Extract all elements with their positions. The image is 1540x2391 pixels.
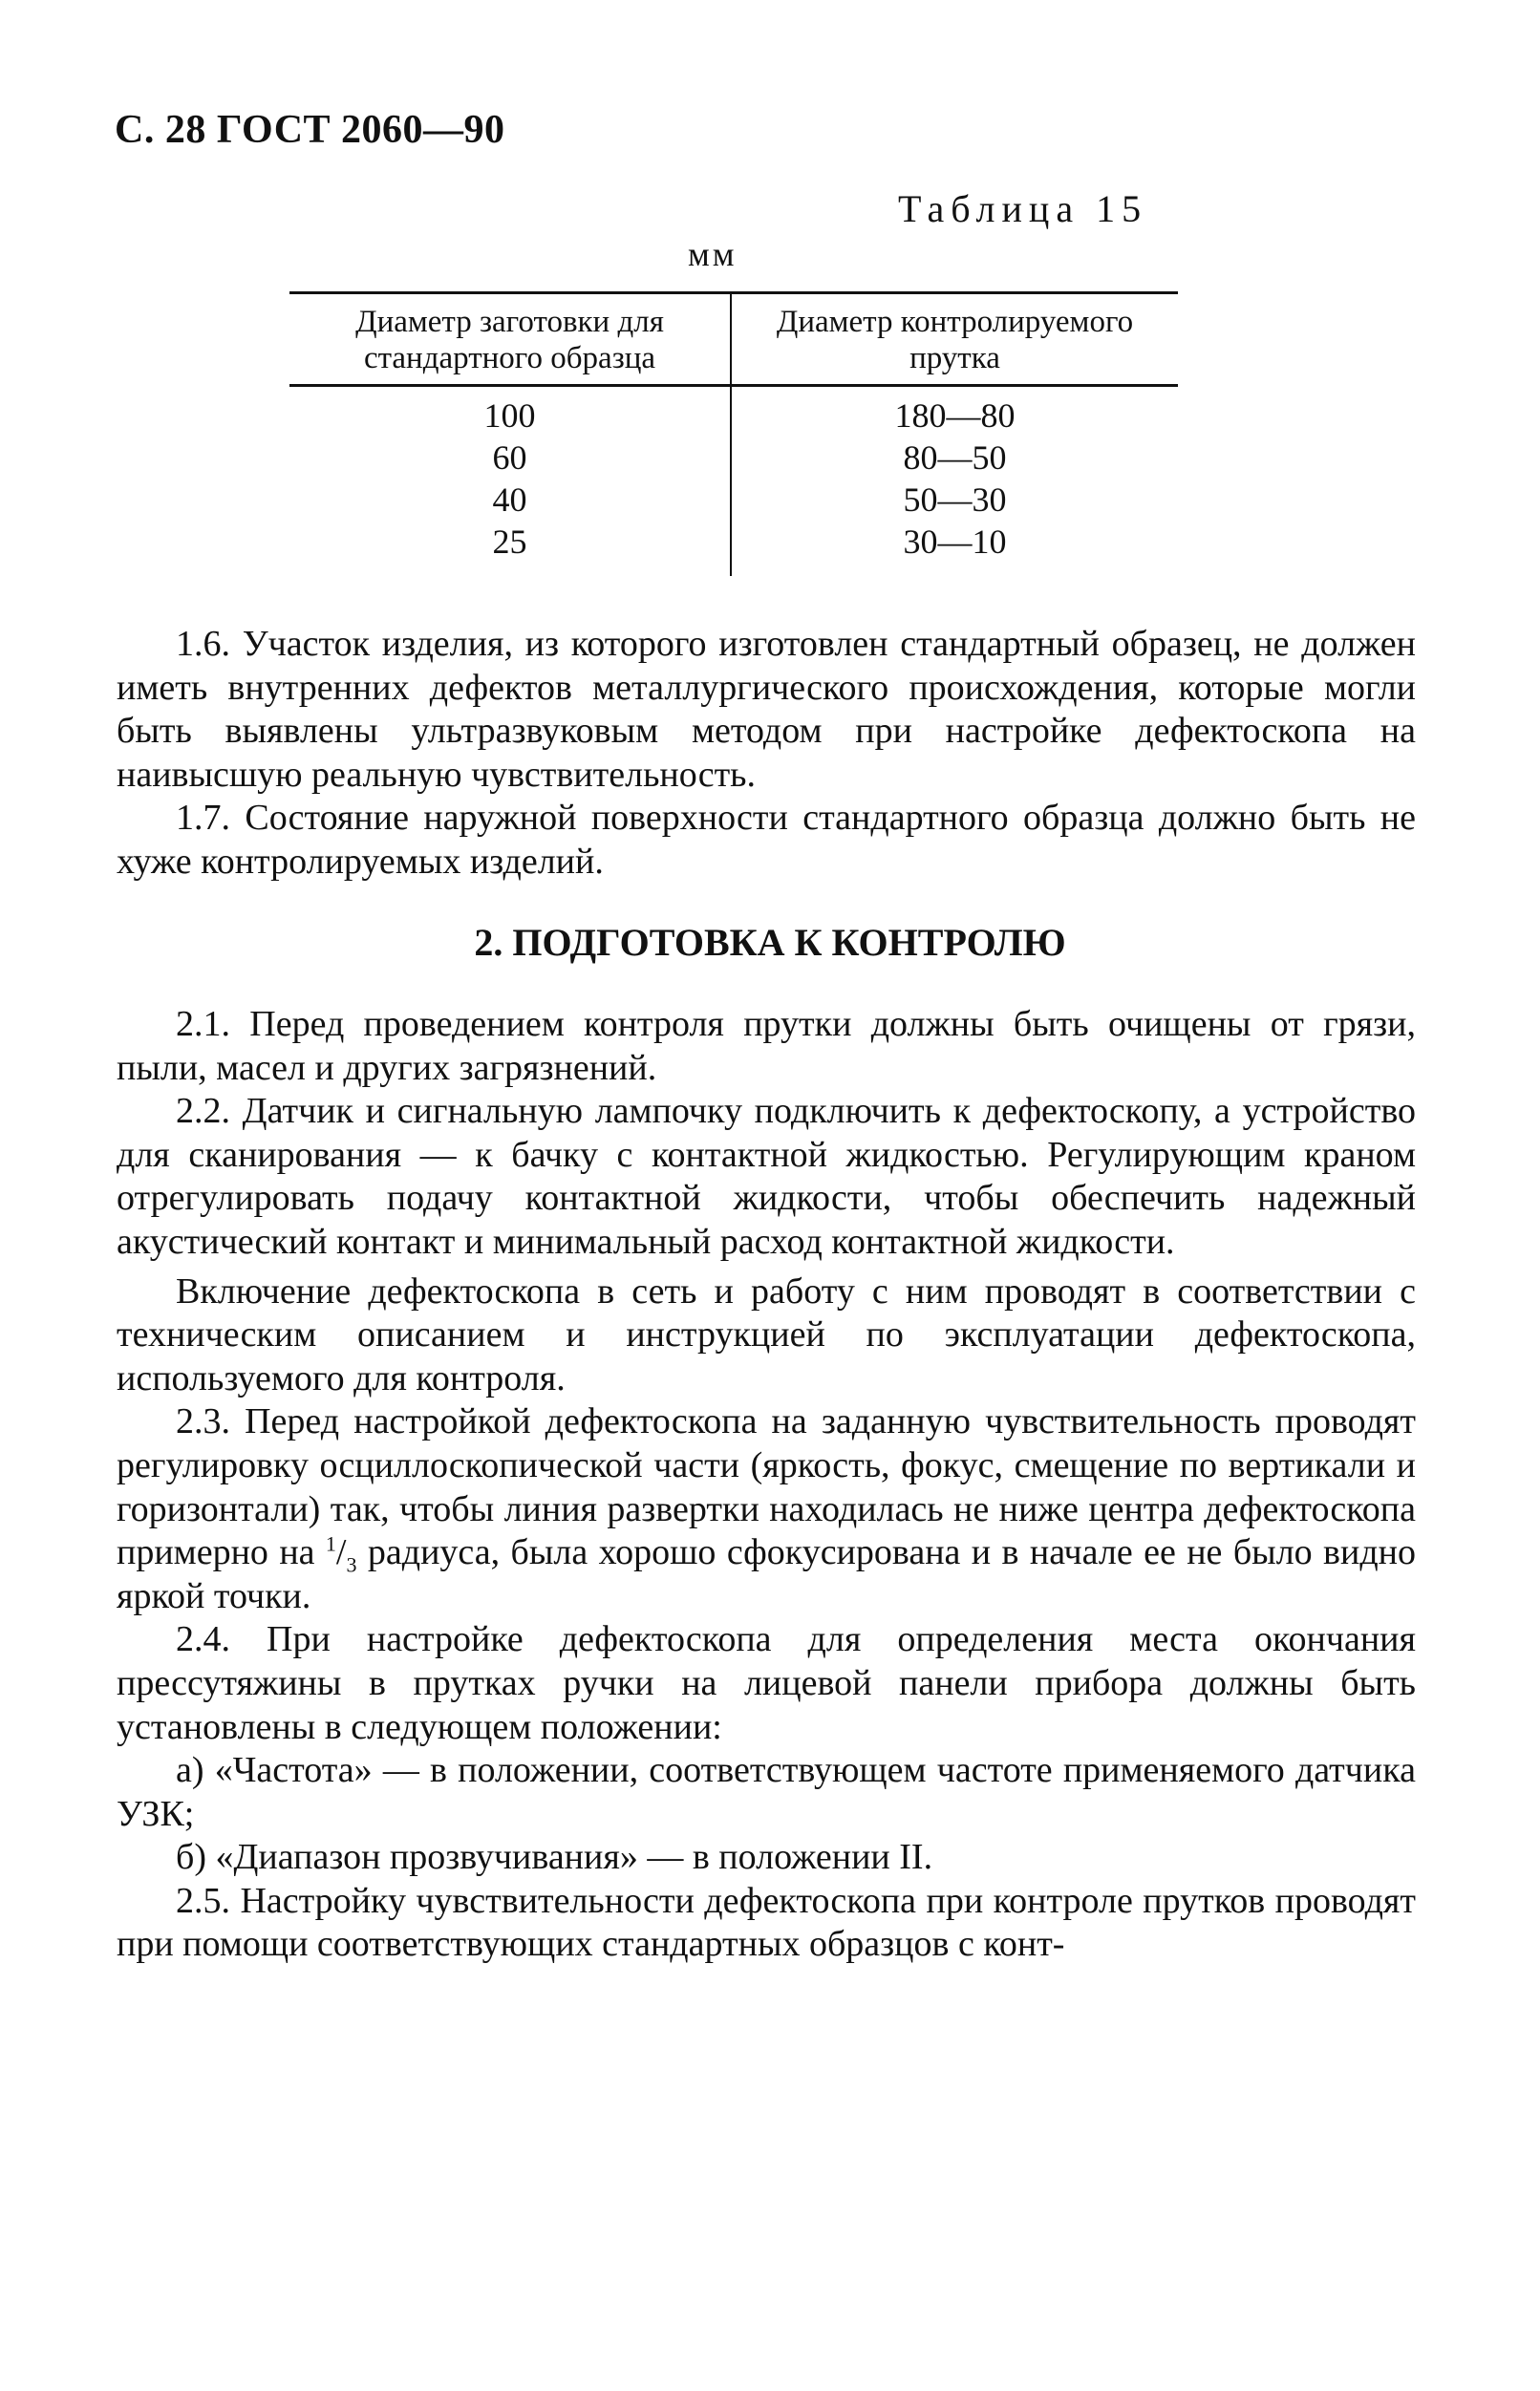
table-cell: 180—80 bbox=[894, 396, 1016, 435]
page-header: С. 28 ГОСТ 2060—90 bbox=[115, 108, 505, 152]
clauses-1-6-1-7 bbox=[117, 623, 1416, 885]
table-cell: 25 bbox=[289, 521, 731, 576]
table-caption: Таблица 15 bbox=[898, 187, 1148, 230]
clause-2-5: 2.5. Настройку чувствительности дефектоскопа при контроле прутков проводят при помощи соответствующих стандартных образцов с конт- bbox=[117, 1880, 1416, 1965]
clause-1-7: 1.7. Состояние наружной поверхности стандартного образца должно быть не хуже контролируемых изделий. bbox=[117, 798, 1416, 882]
clause-2-3-text-start: 2.3. Перед настройкой дефектоскопа на заданную чувствительность проводят регулировку осциллоскопической части (яркость, фокус, смещение по вертикали и горизонтали) так, чтобы линия развертки находилась не ниже центра дефектоскопа примерно на bbox=[117, 1401, 1416, 1573]
clause-2-4-item-a: а) «Частота» — в положении, соответствующем частоте применяемого датчика УЗК; bbox=[117, 1750, 1416, 1834]
table-cell: 60 bbox=[289, 437, 731, 479]
column-header-rod-diameter: Диаметр контролируемого прутка bbox=[731, 293, 1178, 386]
clause-2-1: 2.1. Перед проведением контроля прутки должны быть очищены от грязи, пыли, масел и других загрязнений. bbox=[117, 1004, 1416, 1088]
section-2-body bbox=[117, 1003, 1416, 1967]
clause-2-3: 2.3. Перед настройкой дефектоскопа на заданную чувствительность проводят регулировку осциллоскопической части (яркость, фокус, смещение по вертикали и горизонтали) так, чтобы линия развертки находилась не ниже центра дефектоскопа примерно на $^1/_3$ радиуса, была хорошо сфокусирована и в начале ее не было видно яркой точки. bbox=[117, 1401, 1416, 1616]
table-row bbox=[289, 437, 1178, 479]
clause-2-2: 2.2. Датчик и сигнальную лампочку подключить к дефектоскопу, а устройство для сканирования — к бачку с контактной жидкостью. Регулирующим краном отрегулировать подачу контактной жидкости, чтобы обеспечить надежный акустический контакт и минимальный расход контактной жидкости. bbox=[117, 1091, 1416, 1262]
table-cell: 80—50 bbox=[903, 438, 1007, 477]
clause-2-4: 2.4. При настройке дефектоскопа для определения места окончания прессутяжины в прутках ручки на лицевой панели прибора должны быть установлены в следующем положении: bbox=[117, 1619, 1416, 1747]
table-units: мм bbox=[688, 235, 738, 273]
clause-2-4-item-b: б) «Диапазон прозвучивания» — в положении II. bbox=[176, 1837, 933, 1878]
data-table bbox=[289, 291, 1178, 576]
table-cell: 40 bbox=[289, 479, 731, 521]
column-header-blank-diameter: Диаметр заготовки для стандартного образца bbox=[289, 293, 731, 386]
paragraph-device-operation: Включение дефектоскопа в сеть и работу с ним проводят в соответствии с техническим описанием и инструкцией по эксплуатации дефектоскопа, используемого для контроля. bbox=[117, 1270, 1416, 1398]
clause-1-6: 1.6. Участок изделия, из которого изготовлен стандартный образец, не должен иметь внутренних дефектов металлургического происхождения, которые могли быть выявлены ультразвуковым методом при настройке дефектоскопа на наивысшую реальную чувствительность. bbox=[117, 624, 1416, 795]
table-cell: 30—10 bbox=[903, 523, 1007, 561]
clause-2-3-text-end: радиуса, была хорошо сфокусирована и в начале ее не было видно яркой точки. bbox=[117, 1532, 1416, 1616]
table-row bbox=[289, 479, 1178, 521]
fraction-denominator: 3 bbox=[346, 1552, 357, 1577]
fraction-numerator: 1 bbox=[325, 1531, 336, 1556]
table-cell: 100 bbox=[289, 386, 731, 438]
section-title: 2. ПОДГОТОВКА К КОНТРОЛЮ bbox=[474, 921, 1066, 964]
table-row bbox=[289, 386, 1178, 438]
table-cell: 50—30 bbox=[903, 480, 1007, 519]
data-table-container bbox=[289, 291, 1178, 576]
table-row bbox=[289, 521, 1178, 576]
table-header-row bbox=[289, 293, 1178, 386]
